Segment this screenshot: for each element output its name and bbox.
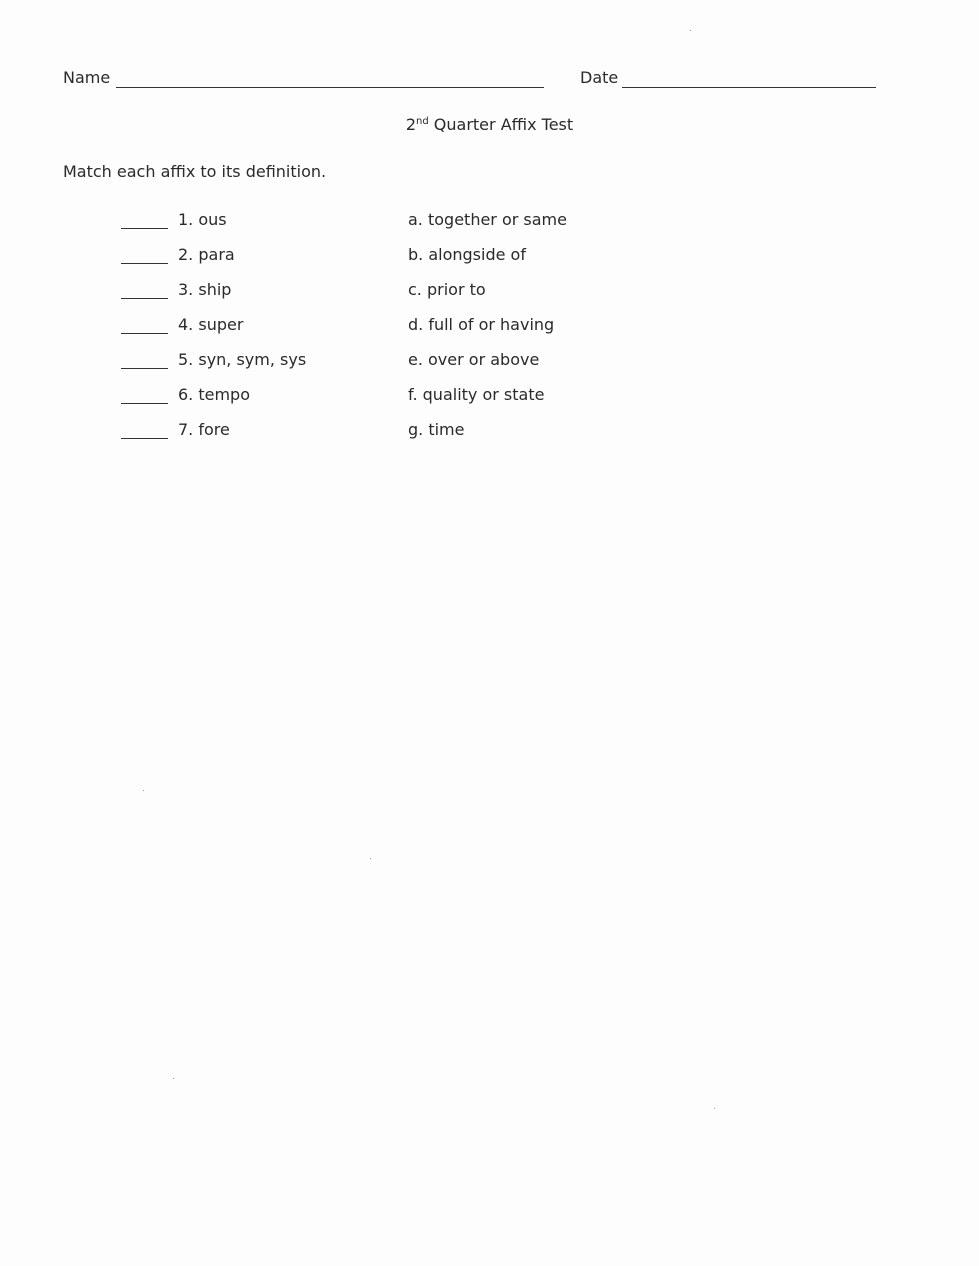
- name-field-line[interactable]: [116, 87, 544, 88]
- answer-blank[interactable]: [121, 368, 168, 369]
- name-label: Name: [63, 68, 111, 87]
- affix-term: 6. tempo: [178, 385, 250, 404]
- date-label: Date: [580, 68, 619, 87]
- answer-blank[interactable]: [121, 263, 168, 264]
- list-item: [0, 349, 979, 384]
- list-item: [0, 384, 979, 419]
- scan-speck: [714, 1108, 715, 1109]
- list-item: [0, 419, 979, 454]
- definition-text: e. over or above: [408, 350, 540, 369]
- affix-term: 2. para: [178, 245, 235, 264]
- definition-text: f. quality or state: [408, 385, 545, 404]
- definition-text: a. together or same: [408, 210, 567, 229]
- answer-blank[interactable]: [121, 438, 168, 439]
- date-field-line[interactable]: [622, 87, 876, 88]
- title-text: Quarter Affix Test: [428, 115, 574, 134]
- scan-speck: [370, 858, 371, 859]
- affix-term: 5. syn, sym, sys: [178, 350, 307, 369]
- list-item: [0, 279, 979, 314]
- title-ordinal-suffix: nd: [416, 116, 429, 127]
- answer-blank[interactable]: [121, 228, 168, 229]
- scan-speck: [143, 790, 144, 791]
- affix-term: 3. ship: [178, 280, 232, 299]
- definition-text: g. time: [408, 420, 465, 439]
- answer-blank[interactable]: [121, 298, 168, 299]
- definition-text: b. alongside of: [408, 245, 526, 264]
- definition-text: c. prior to: [408, 280, 486, 299]
- instructions: Match each affix to its definition.: [63, 162, 327, 181]
- affix-term: 1. ous: [178, 210, 227, 229]
- list-item: [0, 244, 979, 279]
- matching-list: [0, 209, 979, 454]
- answer-blank[interactable]: [121, 333, 168, 334]
- list-item: [0, 314, 979, 349]
- scan-speck: [173, 1078, 174, 1079]
- definition-text: d. full of or having: [408, 315, 555, 334]
- answer-blank[interactable]: [121, 403, 168, 404]
- scan-speck: [690, 30, 691, 31]
- page-title: [0, 115, 979, 135]
- list-item: [0, 209, 979, 244]
- affix-term: 7. fore: [178, 420, 230, 439]
- title-ordinal-number: 2: [405, 115, 417, 134]
- affix-term: 4. super: [178, 315, 244, 334]
